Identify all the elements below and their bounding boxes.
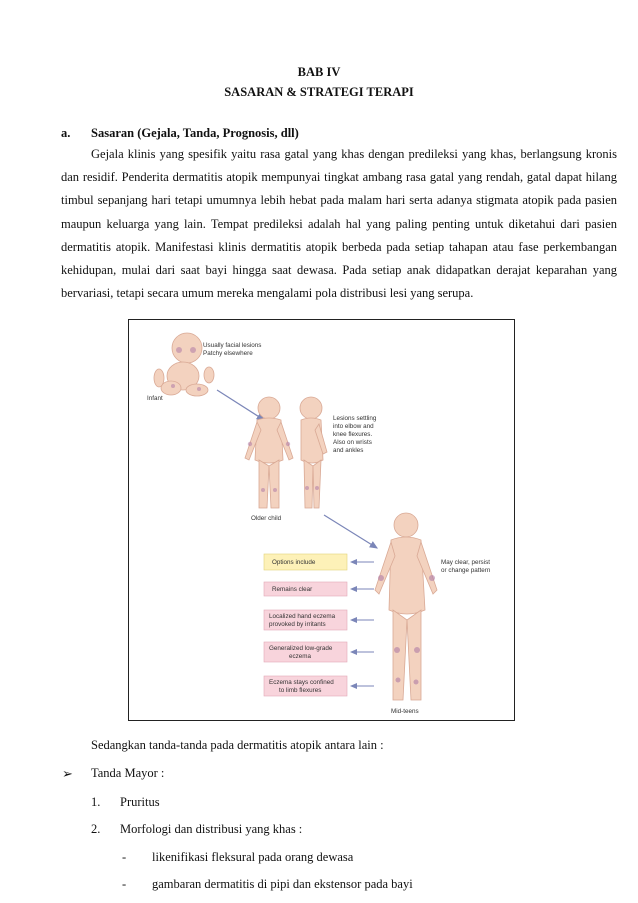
options-header: Options include: [272, 559, 316, 566]
option-4-line-2: to limb flexures: [279, 687, 322, 694]
infant-label: Infant: [147, 395, 163, 402]
infant-note-1: Usually facial lesions: [203, 342, 262, 349]
item-2-text: Morfologi dan distribusi yang khas :: [120, 822, 303, 836]
item-2-number: 2.: [91, 822, 101, 836]
child-note-2: into elbow and: [333, 423, 374, 430]
child-back-illustration: [300, 397, 327, 508]
section-heading: [61, 126, 299, 141]
body-paragraph: Gejala klinis yang spesifik yaitu rasa gatal yang khas dengan predileksi yang khas, berlangsung kronis dan residif. Penderita dermatitis atopik mempunyai tingkat ambang rasa gatal yang rendah, gatal dapat hilang timbul sepanjang hari tetapi umumnya lebih hebat pada malam hari serta adanya stigmata atopik pada pasien maupun keluarga yang lain. Tempat predileksi adalah hal yang paling penting untuk diketahui dari pasien dermatitis atopik. Manifestasi klinis dermatitis atopik berbeda pada setiap tahapan atau fase perkembangan kehidupan, mulai dari saat bayi hingga saat dewasa. Pada setiap anak didapatkan derajat keparahan yang bervariasi, tetapi secara umum mereka mengalami pola distribusi lesi yang serupa.: [61, 147, 617, 301]
option-2-line-1: Localized hand eczema: [269, 613, 336, 620]
chapter-number: BAB IV: [297, 65, 341, 79]
child-note-5: and ankles: [333, 447, 364, 454]
signs-intro: Sedangkan tanda-tanda pada dermatitis atopik antara lain :: [91, 738, 384, 752]
subitem-1-dash: -: [122, 850, 127, 864]
teen-label: Mid-teens: [391, 708, 419, 715]
option-2-line-2: provoked by irritants: [269, 621, 326, 628]
child-note-4: Also on wrists: [333, 439, 372, 446]
child-front-illustration: [245, 397, 293, 508]
arrow-infant-to-child: [217, 390, 264, 420]
subitem-2-text: gambaran dermatitis di pipi dan ekstensor pada bayi: [152, 877, 413, 891]
teen-note-1: May clear, persist: [441, 559, 490, 566]
option-1-line-1: Remains clear: [272, 586, 313, 593]
option-arrows: [351, 562, 374, 686]
child-note-1: Lesions settling: [333, 415, 377, 422]
section-title: Sasaran (Gejala, Tanda, Prognosis, dll): [91, 126, 299, 140]
subitem-1-text: likenifikasi fleksural pada orang dewasa: [152, 850, 354, 864]
major-signs-title: Tanda Mayor :: [91, 766, 165, 780]
atopic-dermatitis-figure: [128, 319, 515, 721]
option-3-line-1: Generalized low-grade: [269, 645, 333, 652]
option-3-line-2: eczema: [289, 653, 312, 660]
item-1-text: Pruritus: [120, 795, 160, 809]
item-1-number: 1.: [91, 795, 101, 809]
option-4-line-1: Eczema stays confined: [269, 679, 334, 686]
teen-note-2: or change pattern: [441, 567, 491, 574]
child-note-3: knee flexures.: [333, 431, 373, 438]
chapter-title: SASARAN & STRATEGI TERAPI: [224, 85, 414, 99]
child-label: Older child: [251, 515, 282, 522]
arrow-child-to-teen: [324, 515, 377, 548]
bullet-arrow-icon: ➢: [62, 766, 73, 781]
subitem-2-dash: -: [122, 877, 127, 891]
infant-note-2: Patchy elsewhere: [203, 350, 253, 357]
section-number: a.: [61, 126, 71, 140]
teen-illustration: [375, 513, 437, 700]
